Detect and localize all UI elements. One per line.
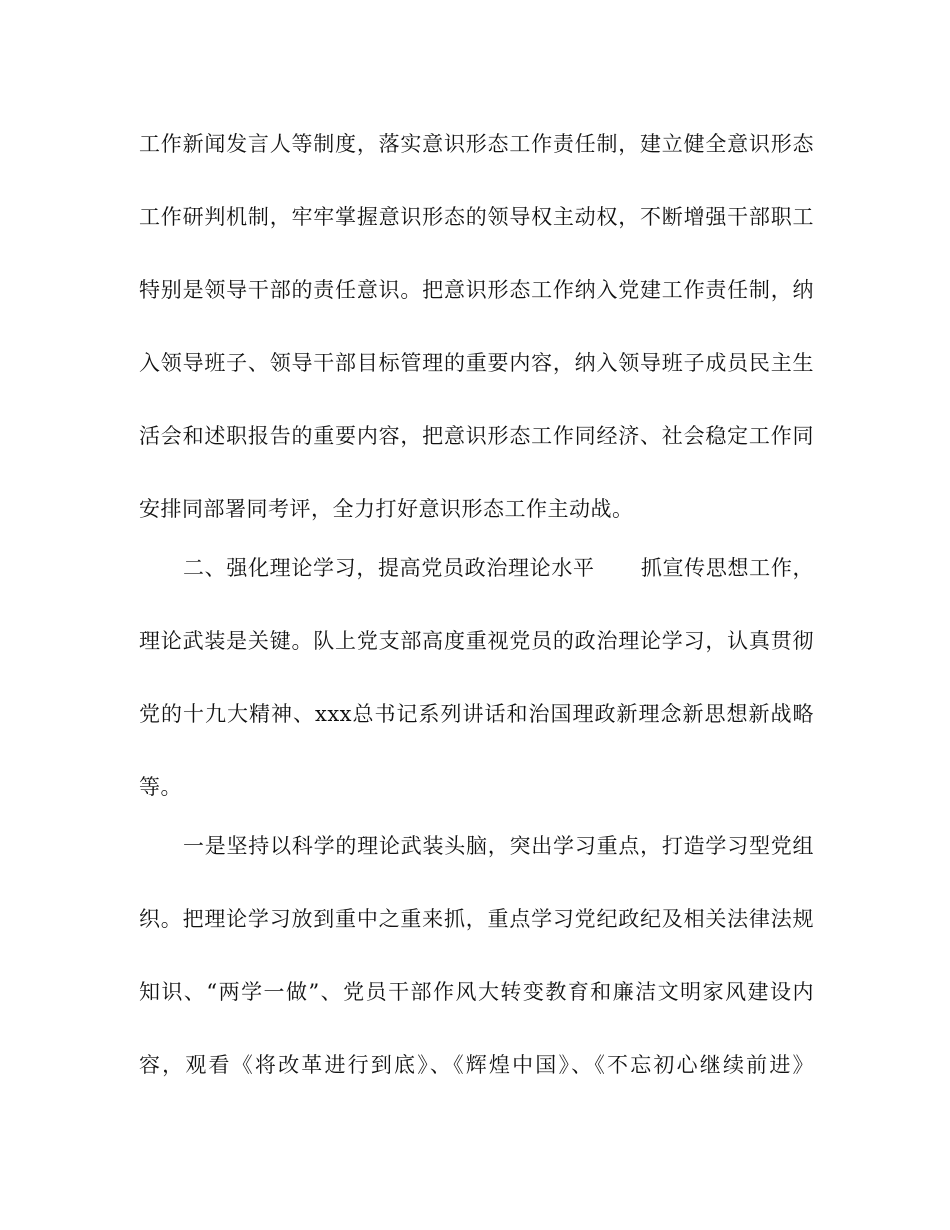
text-line-12: 知识、“两学一做”、党员干部作风大转变教育和廉洁文明家风建设内 (139, 980, 814, 1004)
text-line-9: 等。 (139, 775, 182, 799)
text-line-5: 活会和述职报告的重要内容，把意识形态工作同经济、社会稳定工作同 (139, 424, 814, 448)
text-line-6: 安排同部署同考评，全力打好意识形态工作主动战。 (139, 497, 634, 521)
text-line-8: 党的十九大精神、xxx总书记系列讲话和治国理政新理念新思想新战略 (139, 702, 814, 726)
text-line-3: 特别是领导干部的责任意识。把意识形态工作纳入党建工作责任制，纳 (139, 278, 814, 302)
text-line-7: 理论武装是关键。队上党支部高度重视党员的政治理论学习，认真贯彻 (139, 629, 814, 653)
section-heading-continuation: 抓宣传思想工作， (640, 556, 815, 580)
text-line-13: 容，观看《将改革进行到底》、《辉煌中国》、《不忘初心继续前进》 (139, 1053, 814, 1077)
section-heading: 二、强化理论学习，提高党员政治理论水平 (183, 556, 595, 580)
text-line-1: 工作新闻发言人等制度，落实意识形态工作责任制，建立健全意识形态 (139, 132, 814, 156)
text-line-2: 工作研判机制，牢牢掌握意识形态的领导权主动权，不断增强干部职工 (139, 205, 814, 229)
text-line-4: 入领导班子、领导干部目标管理的重要内容，纳入领导班子成员民主生 (139, 351, 814, 375)
text-line-10: 一是坚持以科学的理论武装头脑，突出学习重点，打造学习型党组 (183, 834, 814, 858)
text-line-11: 织。把理论学习放到重中之重来抓，重点学习党纪政纪及相关法律法规 (139, 907, 814, 931)
section-heading-line (183, 548, 814, 588)
